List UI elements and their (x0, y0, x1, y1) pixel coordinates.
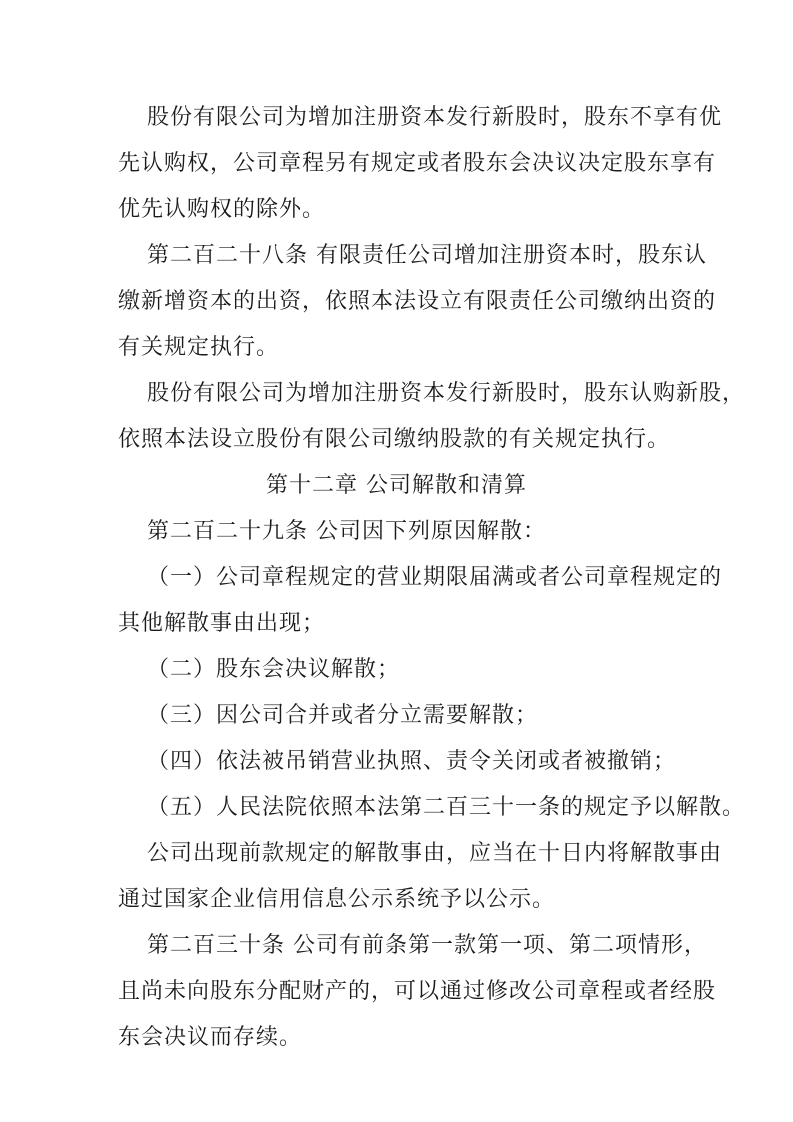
list-item-line: （一）公司章程规定的营业期限届满或者公司章程规定的 (147, 565, 723, 590)
article-229-heading-line: 第二百二十九条 公司因下列原因解散： (147, 519, 546, 544)
list-item-line: （四）依法被吊销营业执照、责令关闭或者被撤销； (147, 749, 677, 774)
article-228-heading-line: 第二百二十八条 有限责任公司增加注册资本时，股东认 (147, 243, 707, 268)
paragraph-line: 缴新增资本的出资，依照本法设立有限责任公司缴纳出资的 (118, 289, 717, 314)
article-230-heading-line: 第二百三十条 公司有前条第一款第一项、第二项情形， (147, 933, 707, 958)
paragraph-line: 有关规定执行。 (118, 335, 280, 360)
paragraph-line: 且尚未向股东分配财产的，可以通过修改公司章程或者经股 (118, 979, 717, 1004)
paragraph-line: 优先认购权的除外。 (118, 197, 326, 222)
list-item-line: （五）人民法院依照本法第二百三十一条的规定予以解散。 (147, 795, 746, 820)
paragraph-line: 东会决议而存续。 (118, 1025, 303, 1050)
paragraph-line: 股份有限公司为增加注册资本发行新股时，股东不享有优 (147, 105, 723, 130)
paragraph-line: 通过国家企业信用信息公示系统予以公示。 (118, 887, 556, 912)
paragraph-line: 股份有限公司为增加注册资本发行新股时，股东认购新股， (147, 381, 746, 406)
list-item-line: 其他解散事由出现； (118, 611, 326, 636)
paragraph-line: 先认购权，公司章程另有规定或者股东会决议决定股东享有 (118, 151, 717, 176)
paragraph-line: 公司出现前款规定的解散事由，应当在十日内将解散事由 (147, 841, 723, 866)
chapter-title: 第十二章 公司解散和清算 (266, 473, 527, 498)
list-item-line: （三）因公司合并或者分立需要解散； (147, 703, 539, 728)
paragraph-line: 依照本法设立股份有限公司缴纳股款的有关规定执行。 (118, 427, 671, 452)
list-item-line: （二）股东会决议解散； (147, 657, 401, 682)
